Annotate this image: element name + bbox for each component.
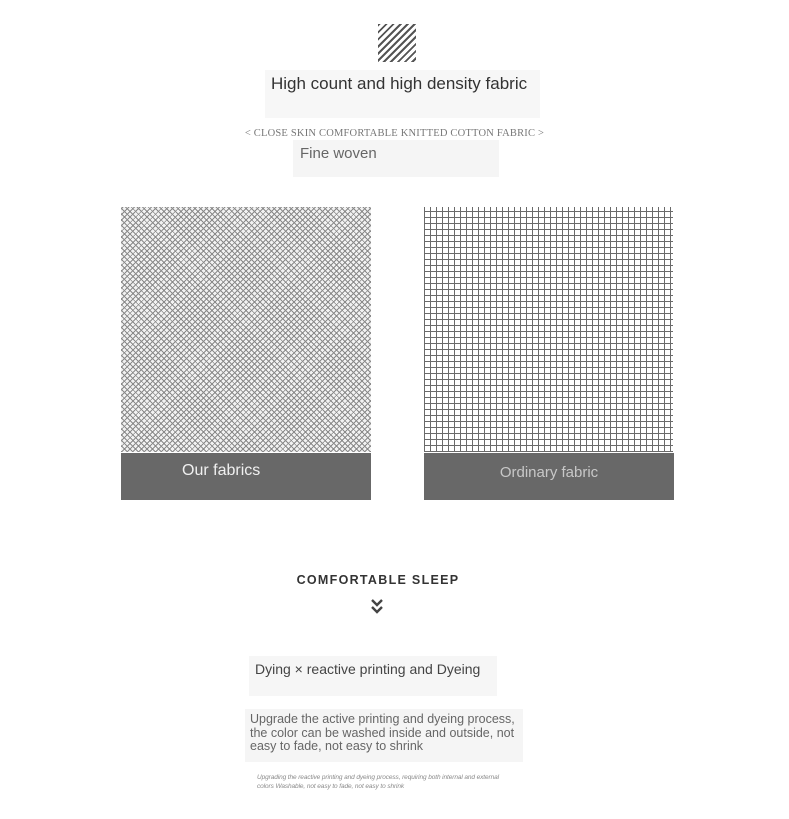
hatched-fabric-icon <box>378 24 416 62</box>
ordinary-fabric-swatch <box>424 207 673 452</box>
fine-woven-label: Fine woven <box>300 145 377 162</box>
double-chevron-down-icon <box>369 597 385 617</box>
dyeing-fine-print: Upgrading the reactive printing and dyeing process, requiring both internal and external colors Washable, not easy to fade, not easy to shrink <box>257 774 499 790</box>
subtitle-caps: < CLOSE SKIN COMFORTABLE KNITTED COTTON FABRIC > <box>244 128 545 139</box>
our-fabric-label: Our fabrics <box>182 462 261 479</box>
our-fabric-swatch <box>121 207 371 452</box>
page-title: High count and high density fabric <box>271 74 528 93</box>
dyeing-title: Dying × reactive printing and Dyeing <box>255 661 481 677</box>
comfortable-sleep-heading: COMFORTABLE SLEEP <box>296 573 460 587</box>
ordinary-fabric-label: Ordinary fabric <box>499 464 599 481</box>
dyeing-description: Upgrade the active printing and dyeing process, the color can be washed inside and outside, not easy to fade, not easy to shrink <box>250 712 515 753</box>
